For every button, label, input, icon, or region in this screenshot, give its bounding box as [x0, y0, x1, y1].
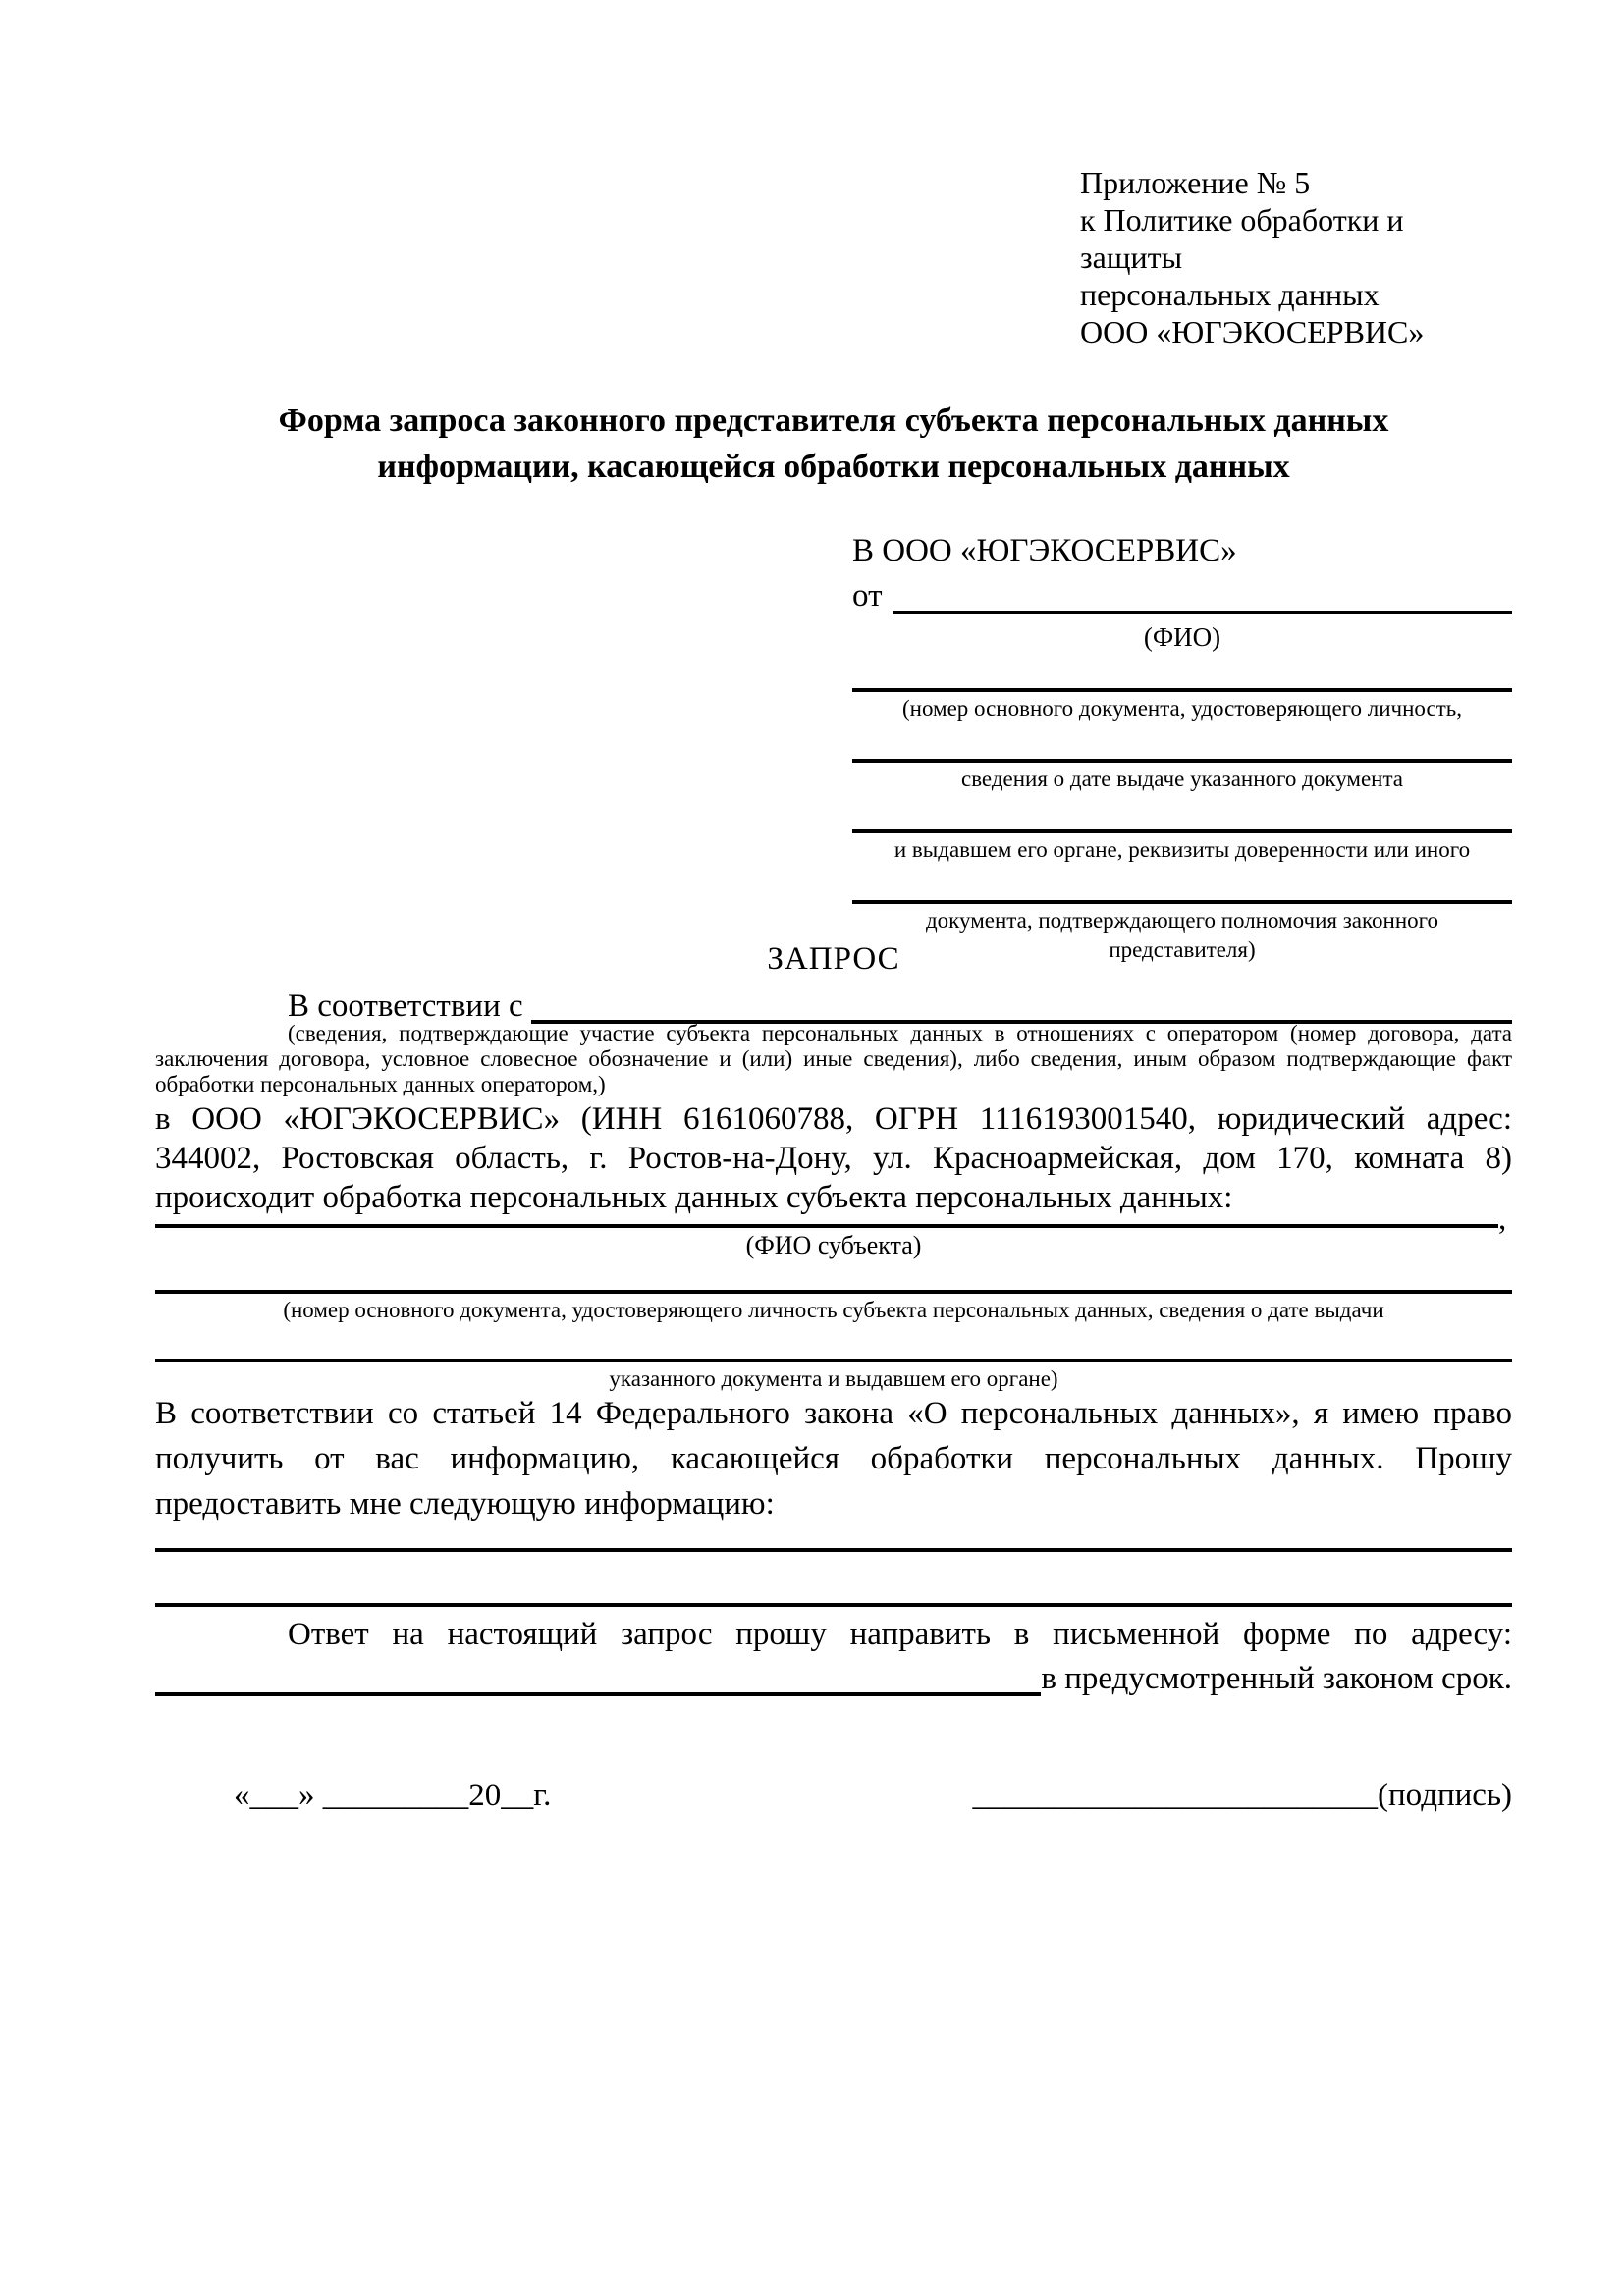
signature-blank-line[interactable]: _________________________ — [972, 1778, 1378, 1813]
addressee-caption-2: сведения о дате выдаче указанного документа — [960, 767, 1404, 791]
appendix-line-1: Приложение № 5 — [1080, 165, 1311, 200]
relationship-details-blank-line[interactable] — [531, 987, 1512, 1024]
appendix-line-4: ООО «ЮГЭКОСЕРВИС» — [1080, 314, 1425, 349]
appendix-note — [1080, 164, 1512, 350]
form-title-line-1: Форма запроса законного представителя субъекта персональных данных — [278, 402, 1389, 439]
addressee-caption-4: документа, подтверждающего полномочия законного представителя) — [925, 908, 1438, 962]
signature-area — [973, 1772, 1513, 1819]
subject-document-area-2 — [155, 1323, 1512, 1394]
subject-fio-area — [155, 1191, 1512, 1261]
lead-in-text: В соответствии с — [288, 988, 523, 1024]
subject-document-caption-1: (номер основного документа, удостоверяющего личность субъекта персональных данных, сведения о дате выдачи — [283, 1298, 1384, 1322]
answer-tail-text: в предусмотренный законом срок. — [1041, 1661, 1512, 1696]
addressee-from-row — [852, 574, 1512, 619]
fio-caption: (ФИО) — [1143, 622, 1221, 652]
footer-row — [155, 1772, 1512, 1819]
answer-block — [155, 1613, 1512, 1701]
from-label: от — [852, 578, 883, 614]
subject-fio-blank-line[interactable] — [155, 1191, 1498, 1228]
addressee-caption-1: (номер основного документа, удостоверяющего личность, — [901, 696, 1462, 721]
addressee-to: В ООО «ЮГЭКОСЕРВИС» — [852, 533, 1237, 568]
issue-date-blank-line[interactable] — [852, 723, 1512, 763]
subject-fio-caption: (ФИО субъекта) — [745, 1231, 922, 1259]
signature-caption: (подпись) — [1378, 1778, 1512, 1813]
form-title-line-2: информации, касающейся обработки персональных данных — [377, 449, 1290, 485]
relationship-details-note: (сведения, подтверждающие участие субъекта персональных данных в отношениях с оператором (номер договора, дата заключения договора, условное словесное обозначение и (или) иные сведения), либо сведения, иным образом подтверждающие факт обработки персональных данных оператором,) — [155, 1021, 1512, 1096]
representative-fio-blank-line[interactable] — [893, 574, 1513, 614]
authority-document-blank-line[interactable] — [852, 865, 1512, 904]
representative-document-blank-line[interactable] — [852, 653, 1512, 692]
appendix-line-2: к Политике обработки и защиты — [1080, 202, 1404, 275]
answer-address-blank-line[interactable] — [155, 1657, 1041, 1696]
request-heading: ЗАПРОС — [767, 941, 900, 977]
comma-after-blank: , — [1498, 1201, 1507, 1237]
lead-in-row — [155, 987, 1512, 1024]
law-paragraph: В соответствии со статьей 14 Федерального закона «О персональных данных», я имею право получить от вас информацию, касающейся обработки персональных данных. Прошу предоставить мне следующую информацию: — [155, 1396, 1512, 1522]
subject-document-area-1 — [155, 1255, 1512, 1325]
date-line: «___» _________20__г. — [234, 1778, 552, 1813]
requested-info-blank-line-1[interactable] — [155, 1509, 1512, 1552]
operator-paragraph: в ООО «ЮГЭКОСЕРВИС» (ИНН 6161060788, ОГРН 1116193001540, юридический адрес: 344002, Ростовская область, г. Ростов-на-Дону, ул. Красноармейская, дом 170, комната 8) происходит обработка персональных данных субъекта персональных данных: — [155, 1101, 1512, 1215]
form-title — [155, 398, 1512, 490]
subject-document-caption-2: указанного документа и выдавшем его органе) — [609, 1366, 1058, 1391]
appendix-line-3: персональных данных — [1080, 277, 1380, 312]
requested-info-blank-line-2[interactable] — [155, 1564, 1512, 1607]
page-content — [155, 162, 1512, 2223]
answer-lead-text: Ответ на настоящий запрос прошу направить в письменной форме по адресу: — [288, 1617, 1512, 1652]
subject-document-blank-line-2[interactable] — [155, 1323, 1512, 1362]
addressee-caption-3: и выдавшем его органе, реквизиты доверенности или иного — [893, 837, 1471, 862]
addressee-block — [852, 527, 1512, 965]
subject-document-blank-line-1[interactable] — [155, 1255, 1512, 1294]
subject-fio-row — [155, 1191, 1512, 1237]
answer-address-row — [155, 1657, 1512, 1701]
issuing-authority-blank-line[interactable] — [852, 794, 1512, 833]
